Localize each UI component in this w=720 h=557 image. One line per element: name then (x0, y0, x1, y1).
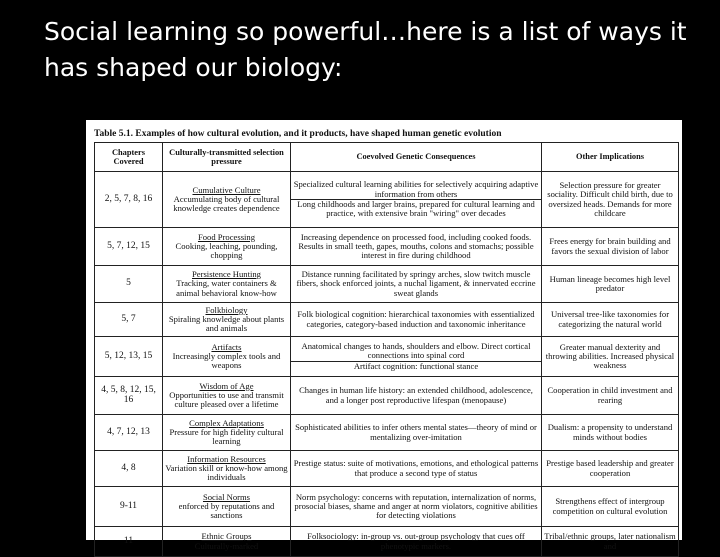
genetic-consequence-cell (291, 172, 542, 228)
table-row (95, 415, 679, 451)
table-row (95, 266, 679, 303)
genetic-consequence-text: Long childhoods and larger brains, prepared for cultural learning and practice, with extensive brain "wiring" over decades (291, 199, 541, 219)
chapters-cell: 4, 7, 12, 13 (95, 415, 163, 451)
other-implications-cell: Human lineage becomes high level predator (542, 266, 679, 303)
pressure-description: Opportunities to use and transmit culture pleased over a lifetime (169, 389, 284, 410)
coevolution-table (94, 142, 679, 557)
selection-pressure-cell (163, 228, 291, 266)
other-implications-cell: Strengthens effect of intergroup competition on cultural evolution (542, 487, 679, 527)
genetic-consequence-text: Norm psychology: concerns with reputation, internalization of norms, prosocial biases, shame and anger at norm violators, cognitive abilities for detecting violations (294, 491, 538, 521)
pressure-heading: Ethnic Groups (201, 531, 252, 542)
table-row (95, 451, 679, 487)
genetic-consequence-cell (291, 377, 542, 415)
selection-pressure-cell (163, 451, 291, 487)
genetic-consequence-text: Sophisticated abilities to infer others mental states—theory of mind or mentalizing over-imitation (295, 422, 537, 442)
pressure-description: Variation skill or know-how among individuals (165, 462, 288, 483)
genetic-consequence-cell (291, 451, 542, 487)
pressure-heading: Artifacts (211, 341, 242, 352)
slide-title: Social learning so powerful…here is a list of ways it has shaped our biology: (44, 17, 687, 82)
genetic-consequence-text: Folk biological cognition: hierarchical taxonomies with essentialized categories, category-based induction and taxonomic inheritance (297, 309, 535, 329)
pressure-heading: Wisdom of Age (199, 380, 254, 391)
selection-pressure-cell (163, 527, 291, 557)
table-row (95, 228, 679, 266)
chapters-cell: 5 (95, 266, 163, 303)
genetic-consequence-cell (291, 337, 542, 377)
table-row (95, 337, 679, 377)
table-caption: Table 5.1. Examples of how cultural evolution, and it products, have shaped human genetic evolution (94, 129, 502, 139)
other-implications-cell: Dualism: a propensity to understand minds without bodies (542, 415, 679, 451)
genetic-consequence-text: Prestige status: suite of motivations, emotions, and ethological patterns that produce a second type of status (293, 458, 539, 478)
pressure-heading: Persistence Hunting (192, 269, 261, 280)
pressure-heading: Information Resources (187, 453, 266, 464)
genetic-consequence-text: Increasing dependence on processed food, including cooked foods. Results in small teeth, gapes, mouths, colons and stomachs; possible interest in fire during childhood (298, 231, 534, 261)
pressure-heading: Social Norms (202, 491, 251, 502)
chapters-cell: 5, 12, 13, 15 (95, 337, 163, 377)
table-row (95, 487, 679, 527)
other-implications-cell: Frees energy for brain building and favors the sexual division of labor (542, 228, 679, 266)
selection-pressure-cell (163, 415, 291, 451)
pressure-description: Tracking, water containers & animal behavioral know-how (176, 278, 277, 298)
pressure-description: enforced by reputations and sanctions (178, 500, 275, 521)
chapters-cell: 2, 5, 7, 8, 16 (95, 172, 163, 228)
selection-pressure-cell (163, 337, 291, 377)
genetic-consequence-text: Anatomical changes to hands, shoulders and elbow. Direct cortical connections into spinal cord (301, 341, 531, 361)
table-row (95, 172, 679, 228)
genetic-consequence-text: Changes in human life history: an extended childhood, adolescence, and a longer post reproductive lifespan (menopause) (299, 385, 533, 405)
genetic-consequence-cell (291, 266, 542, 303)
table-row (95, 527, 679, 557)
chapters-cell: 4, 5, 8, 12, 15, 16 (95, 377, 163, 415)
scanned-table-image (86, 120, 682, 551)
selection-pressure-cell (163, 303, 291, 337)
pressure-heading: Cumulative Culture (192, 184, 261, 195)
other-implications-cell: Universal tree-like taxonomies for categorizing the natural world (542, 303, 679, 337)
pressure-heading: Complex Adaptations (189, 417, 264, 428)
other-implications-cell: Cooperation in child investment and rearing (542, 377, 679, 415)
genetic-consequence-cell (291, 527, 542, 557)
selection-pressure-cell (163, 487, 291, 527)
genetic-consequence-text: Folksociology: in-group vs. out-group psychology that cues off phenotypic markers. (307, 531, 525, 551)
other-implications-cell: Prestige based leadership and greater cooperation (542, 451, 679, 487)
selection-pressure-cell (163, 172, 291, 228)
genetic-consequence-cell (291, 228, 542, 266)
chapters-cell: 9-11 (95, 487, 163, 527)
pressure-description: Cooking, leaching, pounding, chopping (175, 240, 278, 261)
table-header-row (95, 143, 679, 172)
pressure-description: Accumulating body of cultural knowledge creates dependence (173, 193, 280, 214)
pressure-description: Spiraling knowledge about plants and animals (168, 313, 285, 334)
other-implications-cell: Tribal/ethnic groups, later nationalism and (542, 527, 679, 557)
header-genetic-consequences: Coevolved Genetic Consequences (291, 143, 542, 172)
genetic-consequence-cell (291, 487, 542, 527)
chapters-cell: 5, 7 (95, 303, 163, 337)
genetic-consequence-cell (291, 415, 542, 451)
selection-pressure-cell (163, 377, 291, 415)
header-chapters: Chapters Covered (95, 143, 163, 172)
pressure-description: Increasingly complex tools and weapons (172, 350, 281, 371)
chapters-cell: 11 (95, 527, 163, 557)
chapters-cell: 5, 7, 12, 15 (95, 228, 163, 266)
selection-pressure-cell (163, 266, 291, 303)
pressure-description: Pressure for high fidelity cultural learning (169, 426, 284, 447)
pressure-description: Culturally-marked (194, 540, 259, 551)
other-implications-cell: Greater manual dexterity and throwing abilities. Increased physical weakness (542, 337, 679, 377)
header-other-implications: Other Implications (542, 143, 679, 172)
genetic-consequence-cell (291, 303, 542, 337)
pressure-heading: Food Processing (197, 231, 256, 242)
genetic-consequence-text: Specialized cultural learning abilities for selectively acquiring adaptive information from others (293, 179, 539, 199)
header-selection-pressure: Culturally-transmitted selection pressure (163, 143, 291, 172)
genetic-consequence-text: Distance running facilitated by springy arches, slow twitch muscle fibers, shock enforced joints, a nuchal ligament, & innervated eccrine sweat glands (296, 269, 536, 298)
other-implications-cell: Selection pressure for greater sociality. Difficult child birth, due to oversized heads. Demands for more childcare (542, 172, 679, 228)
table-row (95, 377, 679, 415)
table-row (95, 303, 679, 337)
chapters-cell: 4, 8 (95, 451, 163, 487)
pressure-heading: Folkbiology (205, 304, 248, 315)
genetic-consequence-text: Artifact cognition: functional stance (291, 361, 541, 371)
